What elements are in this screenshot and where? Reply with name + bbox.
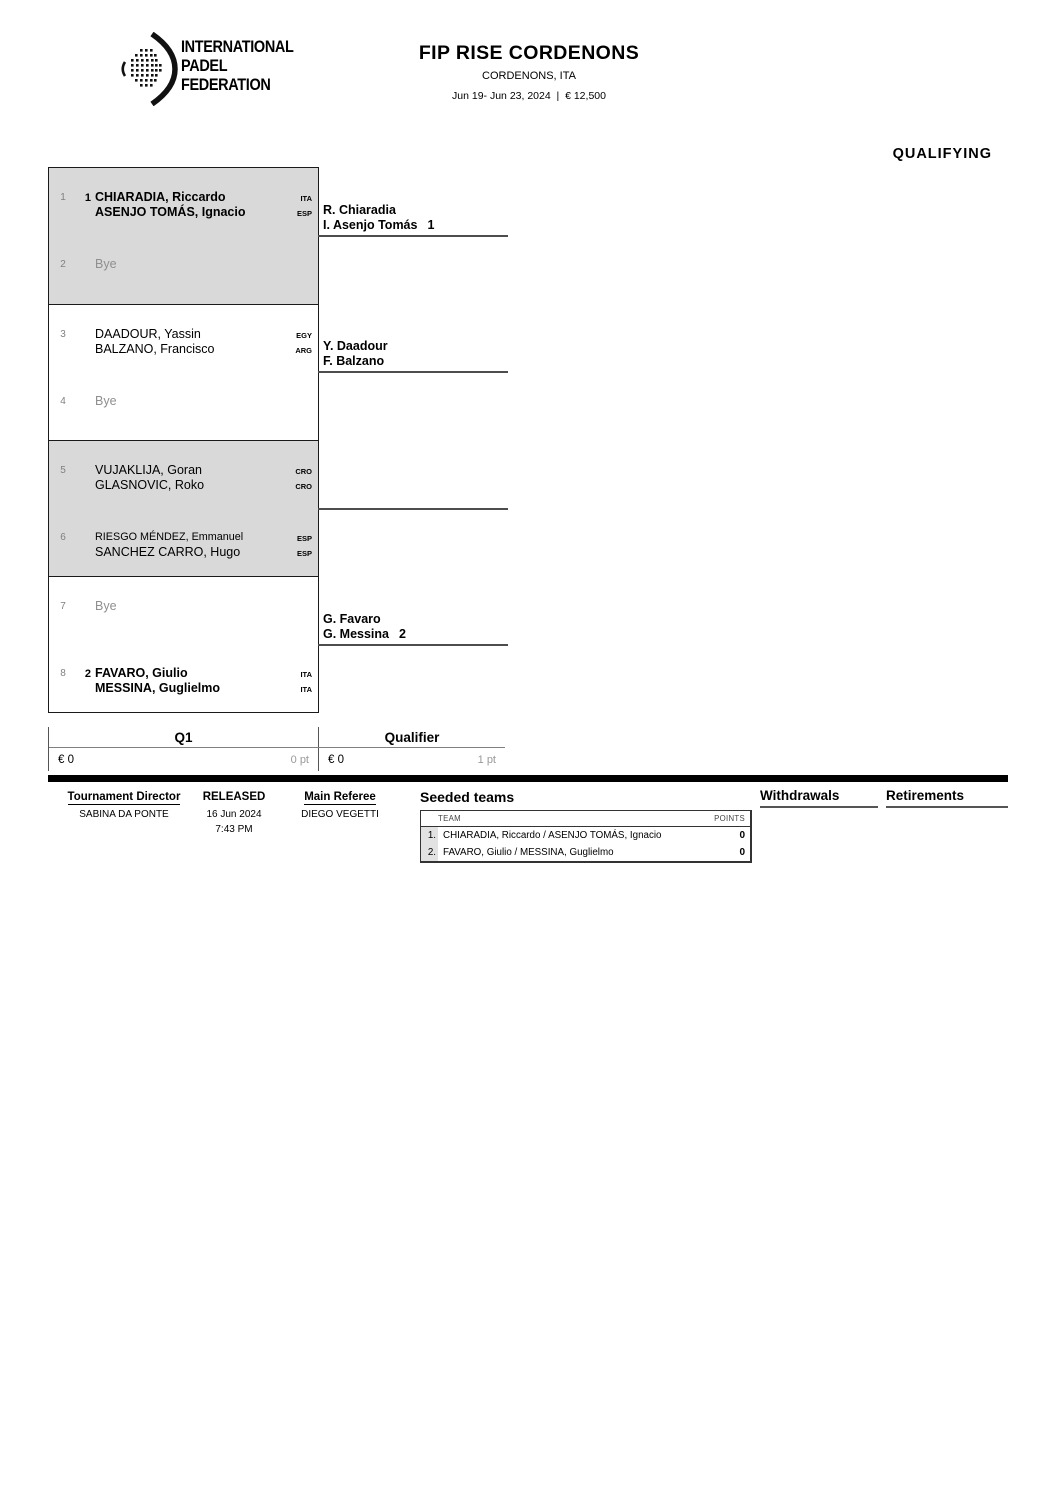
winner-player: I. Asenjo Tomás [323,217,418,232]
match-1-winner [318,201,508,237]
bracket-slot-1 [49,190,318,221]
country-code: ARG [295,345,312,355]
winner-seed: 2 [399,626,406,641]
country-code: ITA [300,194,312,203]
seeded-team-names: CHIARADIA, Riccardo / ASENJO TOMÁS, Ignacio [443,830,662,841]
tournament-director-label: Tournament Director [67,791,181,803]
slot-position: 2 [60,259,66,270]
round-prize: € 0 [58,753,74,766]
slot-position: 7 [60,601,66,612]
match-2-winner [318,337,508,373]
player-name: BALZANO, Francisco [95,341,215,356]
country-codes [282,463,318,494]
released-date: 16 Jun 2024 [206,809,262,820]
seeded-teams-table [420,810,752,863]
federation-name-line: PADEL [181,56,228,75]
slot-seed [77,530,91,532]
team-names [91,327,282,356]
country-codes [282,530,318,561]
bracket-block-1 [49,168,318,304]
bracket-slot-3 [49,327,318,358]
match-4-winner [318,610,508,646]
team-names [91,190,282,219]
bracket-slot-8 [49,666,318,697]
country-codes [282,666,318,697]
country-codes [282,190,318,221]
bracket-slot-4 [49,394,318,409]
retirements-heading: Retirements [886,788,1008,808]
bye-label: Bye [95,257,117,271]
event-dates-prize: Jun 19- Jun 23, 2024 | € 12,500 [452,90,606,102]
bracket-slot-7 [49,599,318,614]
player-name: FAVARO, Giulio [95,666,188,680]
winner-player-with-seed [323,354,508,369]
player-name: ASENJO TOMÁS, Ignacio [95,204,246,219]
bye-label: Bye [95,394,117,408]
slot-position: 8 [60,668,66,679]
tournament-director-block [54,787,194,820]
player-name: VUJAKLIJA, Goran [95,463,202,477]
slot-seed: 2 [84,668,91,680]
country-code: ITA [300,670,312,679]
country-code: ESP [296,208,312,218]
player-name: MESSINA, Guglielmo [95,680,221,695]
player-name: CHIARADIA, Riccardo [95,190,226,204]
round-names-row [49,727,505,748]
released-time: 7:43 PM [215,824,253,835]
slot-seed [77,257,91,259]
slot-seed [77,463,91,465]
qualifying-heading: QUALIFYING [892,146,992,162]
round-points: 0 pt [290,753,309,766]
round-q1-values [49,748,319,771]
seeded-team-points: 0 [739,847,745,858]
seed-number: 2. [421,844,438,861]
seeded-team-points: 0 [739,830,745,841]
country-code: EGY [296,331,312,340]
bye-label: Bye [95,599,117,613]
federation-name-line: INTERNATIONAL [181,37,294,56]
event-location: CORDENONS, ITA [482,70,576,82]
main-referee-block [270,787,410,820]
column-points: POINTS [714,814,745,823]
bracket-slot-6 [49,530,318,561]
country-code: CRO [295,481,312,491]
seeded-team-names: FAVARO, Giulio / MESSINA, Guglielmo [443,847,614,858]
winner-player: R. Chiaradia [323,203,396,217]
country-code: ESP [296,534,312,543]
match-3-winner [318,474,508,510]
winner-player: G. Favaro [323,612,381,626]
team-names [91,530,282,559]
round-name-q1: Q1 [49,727,319,747]
player-name: RIESGO MÉNDEZ, Emmanuel [95,531,244,543]
table-row [421,844,750,861]
winner-player: Y. Daadour [323,339,388,353]
winner-player-with-seed [323,218,508,233]
slot-seed [77,599,91,601]
seeded-teams-header [421,811,750,827]
slot-position: 6 [60,532,66,543]
bracket-slot-2 [49,257,318,272]
slot-position: 1 [60,192,66,203]
withdrawals-heading: Withdrawals [760,788,878,808]
seed-number: 1. [421,827,438,844]
bracket-slot-5 [49,463,318,494]
country-code: CRO [295,467,312,476]
slot-position: 4 [60,396,66,407]
winner-player-with-seed [323,491,508,506]
bracket-block-3 [49,440,318,576]
round-name-qualifier: Qualifier [384,729,440,745]
main-referee-label: Main Referee [304,791,376,803]
team-names [91,666,282,695]
federation-name-line: FEDERATION [181,75,271,94]
slot-seed: 1 [84,192,91,204]
qualifying-bracket [48,167,319,713]
round-qualifier-values [319,748,505,771]
main-referee-name: DIEGO VEGETTI [301,809,379,820]
winner-player: G. Messina [323,626,389,641]
bracket-block-4 [49,576,318,712]
winner-player-with-seed [323,627,508,642]
column-team: TEAM [438,814,461,823]
winner-seed: 1 [427,217,435,232]
player-name: DAADOUR, Yassin [95,327,201,341]
tournament-director-name: SABINA DA PONTE [79,809,169,820]
country-code: ITA [300,684,312,694]
bracket-block-2 [49,304,318,440]
slot-seed [77,327,91,329]
event-title: FIP RISE CORDENONS [418,42,640,64]
slot-seed [77,394,91,396]
player-name: GLASNOVIC, Roko [95,477,205,492]
team-names [91,463,282,492]
table-row [421,827,750,844]
released-label: RELEASED [202,791,266,803]
winner-player: F. Balzano [323,353,385,368]
country-code: ESP [296,548,312,558]
slot-position: 3 [60,329,66,340]
round-points: 1 pt [477,753,496,766]
country-codes [282,327,318,358]
round-values-row [49,748,505,771]
section-divider-bar [48,775,1008,782]
rounds-footer [48,727,505,771]
seeded-teams-title: Seeded teams [420,789,515,805]
event-header [0,42,1058,102]
round-prize: € 0 [328,753,344,766]
slot-position: 5 [60,465,66,476]
player-name: SANCHEZ CARRO, Hugo [95,544,241,559]
